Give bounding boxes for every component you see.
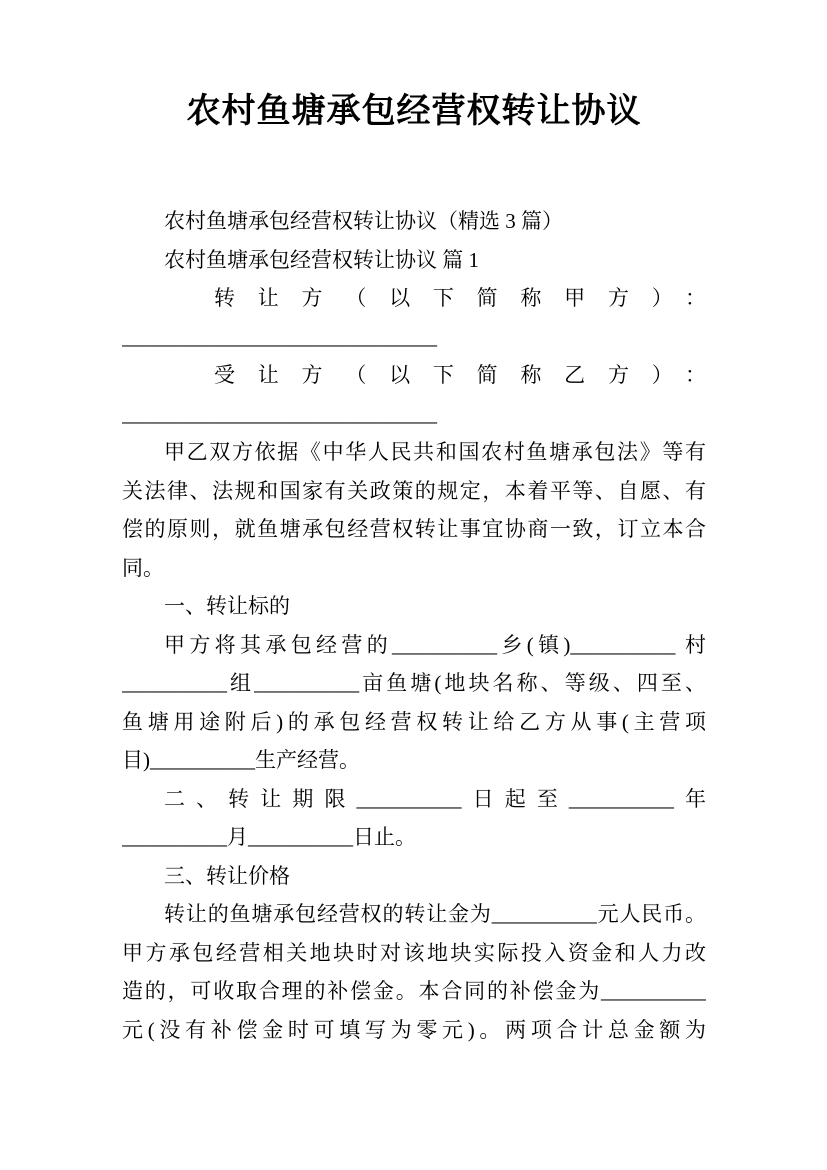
doc-line: 甲方承包经营相关地块时对该地块实际投入资金和人力改: [122, 940, 706, 965]
doc-line: 转让的鱼塘承包经营权的转让金为__________元人民币。: [164, 902, 706, 926]
doc-line: 造的，可收取合理的补偿金。本合同的补偿金为__________: [122, 979, 706, 1003]
doc-line-party-a: 转让方（以下简称甲方）：: [214, 286, 706, 310]
doc-line: 甲乙双方依据《中华人民共和国农村鱼塘承包法》等有: [164, 440, 706, 464]
doc-line: 偿的原则，就鱼塘承包经营权转让事宜协商一致，订立本合: [122, 517, 706, 541]
doc-line: 农村鱼塘承包经营权转让协议（精选 3 篇）: [164, 209, 563, 233]
doc-line: __________月__________日止。: [122, 825, 416, 849]
doc-line: 同。: [122, 555, 164, 580]
doc-line: 鱼塘用途附后)的承包经营权转让给乙方从事(主营项: [122, 709, 706, 734]
doc-heading-section-1: 一、转让标的: [164, 594, 290, 618]
doc-heading-section-2: 二、转让期限__________日起至__________年: [164, 786, 706, 811]
document-body: [122, 202, 706, 1049]
doc-line: 农村鱼塘承包经营权转让协议 篇 1: [164, 247, 479, 272]
doc-line: 元(没有补偿金时可填写为零元)。两项合计总金额为: [122, 1017, 706, 1042]
doc-line: 甲方将其承包经营的__________乡(镇)__________ 村: [164, 632, 706, 657]
blank-underline: ______________________________: [122, 401, 437, 426]
doc-line: 目)__________生产经营。: [122, 748, 360, 772]
blank-underline: ______________________________: [122, 324, 437, 349]
doc-line-party-b: 受让方（以下简称乙方）：: [214, 363, 706, 387]
page-title: 农村鱼塘承包经营权转让协议: [186, 93, 642, 130]
doc-line: __________组__________亩鱼塘(地块名称、等级、四至、: [122, 671, 706, 695]
doc-heading-section-3: 三、转让价格: [164, 863, 290, 888]
doc-line: 关法律、法规和国家有关政策的规定，本着平等、自愿、有: [122, 478, 706, 503]
